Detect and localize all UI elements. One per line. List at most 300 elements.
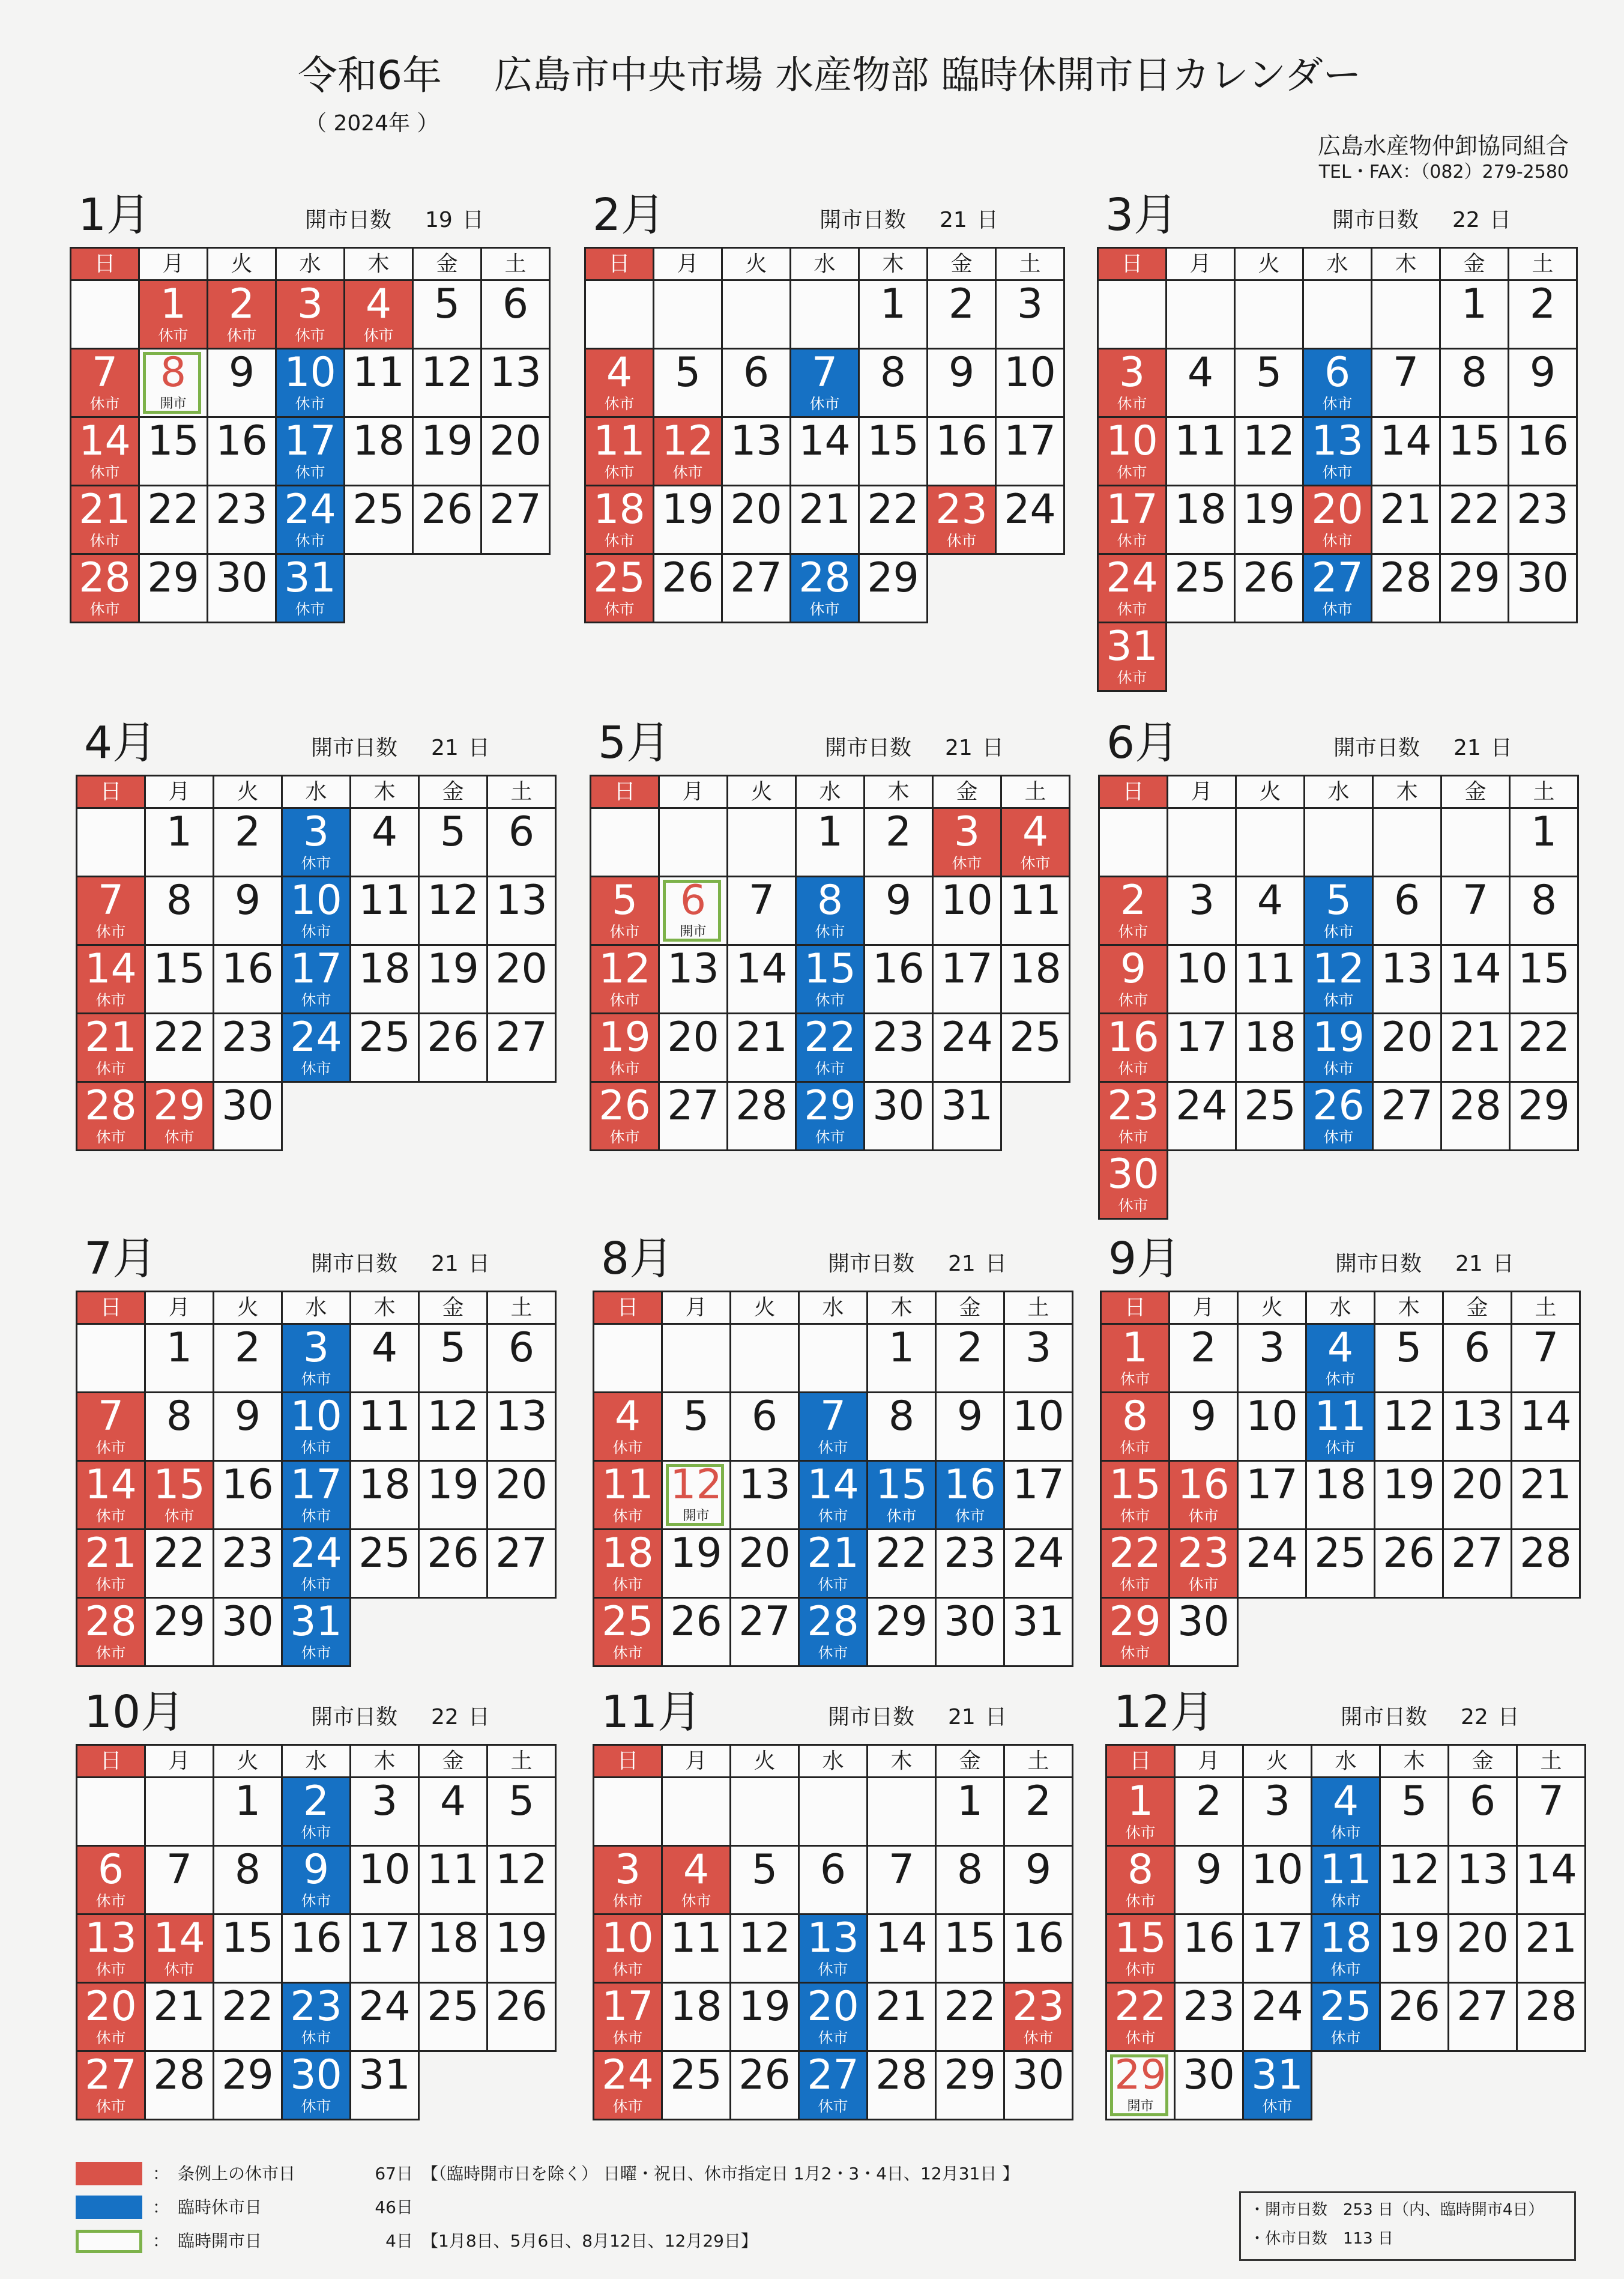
empty-cell [144, 1776, 214, 1847]
day-number: 23 [290, 1983, 342, 2030]
closed-label: 休市 [609, 991, 640, 1009]
closed-label: 休市 [681, 1892, 711, 1910]
day-cell [1372, 1081, 1442, 1151]
day-cell [486, 807, 557, 877]
day-cell [593, 1460, 663, 1530]
empty-cell [1235, 807, 1305, 877]
day-number: 28 [807, 1598, 859, 1645]
day-cell [653, 553, 723, 623]
day-number: 15 [1448, 417, 1500, 465]
weekday-header: 火 [1234, 247, 1304, 281]
day-number: 23 [216, 486, 268, 533]
day-cell [1237, 1323, 1307, 1393]
day-cell [593, 2050, 663, 2120]
day-number: 18 [427, 1914, 479, 1962]
closed-label: 休市 [1117, 532, 1147, 549]
day-number: 18 [358, 945, 411, 993]
day-cell [926, 485, 997, 555]
day-number: 26 [1383, 1530, 1435, 1577]
day-cell [1174, 1776, 1244, 1847]
day-cell [480, 416, 551, 486]
day-cell [486, 1391, 557, 1462]
day-number: 29 [1109, 1598, 1161, 1645]
empty-cell [1098, 807, 1168, 877]
legend-label-temp-open: ： 臨時開市日 [152, 2231, 262, 2251]
weekday-header: 水 [281, 1744, 351, 1778]
open-days-label: 開市日数 [311, 736, 398, 760]
closed-label: 休市 [89, 464, 120, 481]
day-cell [412, 416, 482, 486]
day-number: 1 [1127, 1778, 1154, 1825]
day-cell [213, 1597, 283, 1667]
day-number: 11 [670, 1914, 722, 1962]
day-cell [480, 485, 551, 555]
weekday-header: 木 [349, 1291, 420, 1325]
day-cell [343, 279, 414, 350]
day-number: 14 [875, 1914, 928, 1962]
weekday-header: 木 [866, 1291, 937, 1325]
day-number: 28 [85, 1082, 137, 1130]
empty-cell [590, 807, 660, 877]
weekday-header: 火 [729, 1291, 800, 1325]
legend-note-temp-open: 【1月8日、5月6日、8月12日、12月29日】 [421, 2231, 758, 2251]
day-cell [1302, 485, 1372, 555]
day-cell [932, 944, 1002, 1014]
day-cell [1371, 416, 1441, 486]
empty-cell [1440, 807, 1511, 877]
day-cell [935, 2050, 1005, 2120]
day-cell [281, 876, 351, 946]
day-cell [144, 1845, 214, 1915]
day-cell [935, 1323, 1005, 1393]
weekday-header: 水 [1305, 1291, 1375, 1325]
closed-label: 休市 [301, 1892, 331, 1910]
day-number: 23 [1177, 1530, 1230, 1577]
day-number: 8 [956, 1846, 983, 1893]
day-number: 13 [1451, 1393, 1503, 1440]
day-number: 23 [1183, 1983, 1235, 2030]
day-cell [349, 2050, 420, 2120]
day-number: 28 [1449, 1082, 1502, 1130]
day-cell [1003, 1460, 1073, 1530]
day-cell [1003, 1913, 1073, 1984]
day-number: 12 [599, 945, 651, 993]
day-number: 3 [614, 1846, 641, 1893]
day-number: 27 [1451, 1530, 1503, 1577]
closed-label: 休市 [301, 1060, 331, 1077]
day-cell [1242, 1982, 1312, 2052]
day-cell [281, 2050, 351, 2120]
day-cell [76, 944, 146, 1014]
empty-cell [76, 807, 146, 877]
day-cell [661, 2050, 731, 2120]
weekday-header: 月 [653, 247, 723, 281]
day-cell [1447, 1982, 1518, 2052]
day-number: 24 [284, 486, 336, 533]
day-cell [995, 416, 1065, 486]
day-cell [281, 1460, 351, 1530]
open-days-value: 22 [1452, 208, 1480, 232]
day-cell [1439, 485, 1509, 555]
day-cell [1105, 1913, 1176, 1984]
weekday-header: 水 [795, 775, 865, 809]
day-number: 15 [804, 945, 856, 993]
day-cell [486, 1323, 557, 1393]
closed-label: 休市 [952, 855, 982, 872]
day-cell [281, 1391, 351, 1462]
closed-label: 休市 [158, 327, 189, 344]
day-number: 3 [1118, 349, 1146, 396]
closed-label: 休市 [301, 1507, 331, 1525]
day-number: 2 [1529, 280, 1556, 328]
day-cell [207, 485, 277, 555]
day-cell [858, 279, 928, 350]
day-number: 18 [1009, 945, 1061, 993]
legend-label-temp-closed: ： 臨時休市日 [152, 2197, 262, 2217]
day-number: 3 [371, 1778, 398, 1825]
closed-label: 休市 [301, 1439, 331, 1456]
day-number: 2 [234, 1324, 261, 1372]
day-cell [213, 1460, 283, 1530]
day-number: 17 [1106, 486, 1158, 533]
day-number: 5 [433, 280, 460, 328]
day-cell [1508, 416, 1578, 486]
day-number: 28 [735, 1082, 788, 1130]
day-number: 10 [1176, 945, 1228, 993]
day-number: 14 [1449, 945, 1502, 993]
day-number: 8 [1121, 1393, 1149, 1440]
day-cell [1311, 1845, 1381, 1915]
day-cell [1305, 1391, 1375, 1462]
day-number: 8 [160, 349, 187, 396]
closed-label: 休市 [818, 2098, 848, 2115]
day-cell [1371, 348, 1441, 418]
day-number: 31 [290, 1598, 342, 1645]
day-number: 21 [153, 1983, 205, 2030]
open-days-count [311, 1704, 490, 1731]
day-cell [863, 876, 934, 946]
day-cell [343, 485, 414, 555]
day-cell [1302, 416, 1372, 486]
day-cell [795, 1081, 865, 1151]
legend-count-temp-open: 4日 [385, 2231, 413, 2251]
weekday-header: 土 [480, 247, 551, 281]
day-number: 21 [735, 1014, 788, 1061]
day-number: 6 [680, 877, 707, 924]
closed-label: 休市 [295, 532, 325, 549]
day-cell [486, 1776, 557, 1847]
open-days-count [1335, 1251, 1514, 1277]
day-number: 25 [1314, 1530, 1366, 1577]
weekday-header: 木 [1379, 1744, 1449, 1778]
day-cell [412, 348, 482, 418]
day-cell [1305, 1528, 1375, 1599]
day-cell [1439, 553, 1509, 623]
day-number: 17 [290, 945, 342, 993]
day-number: 27 [495, 1014, 548, 1061]
day-cell [1098, 876, 1168, 946]
day-cell [418, 1845, 488, 1915]
open-days-value: 22 [431, 1705, 459, 1730]
day-number: 14 [85, 945, 137, 993]
day-cell [653, 416, 723, 486]
empty-cell [661, 1776, 731, 1847]
day-number: 5 [439, 1324, 466, 1372]
day-number: 20 [667, 1014, 719, 1061]
day-cell [653, 485, 723, 555]
day-cell [1509, 876, 1579, 946]
day-number: 4 [614, 1393, 641, 1440]
day-cell [144, 1460, 214, 1530]
open-days-unit: 日 [985, 1251, 1007, 1276]
day-cell [144, 1081, 214, 1151]
day-number: 6 [743, 349, 770, 396]
day-cell [76, 876, 146, 946]
closed-label: 休市 [1330, 1961, 1361, 1978]
day-number: 7 [748, 877, 775, 924]
closed-label: 休市 [301, 923, 331, 940]
day-number: 6 [751, 1393, 778, 1440]
day-cell [1511, 1323, 1581, 1393]
day-number: 17 [1012, 1461, 1064, 1509]
closed-label: 休市 [1120, 1507, 1150, 1525]
weekday-header: 日 [1098, 775, 1168, 809]
closed-label: 休市 [301, 2029, 331, 2047]
day-cell [1442, 1528, 1512, 1599]
day-number: 8 [234, 1846, 261, 1893]
weekday-header: 金 [932, 775, 1002, 809]
day-number: 16 [1012, 1914, 1064, 1962]
day-number: 30 [1012, 2051, 1064, 2099]
closed-label: 休市 [1330, 1824, 1361, 1841]
day-number: 3 [1016, 280, 1043, 328]
day-number: 22 [944, 1983, 996, 2030]
day-number: 16 [935, 417, 988, 465]
day-cell [275, 348, 345, 418]
closed-label: 休市 [1117, 601, 1147, 618]
day-number: 10 [602, 1914, 654, 1962]
closed-label: 休市 [946, 532, 977, 549]
day-cell [1508, 485, 1578, 555]
day-number: 21 [85, 1014, 137, 1061]
empty-cell [721, 279, 791, 350]
day-cell [729, 1391, 800, 1462]
closed-label: 休市 [301, 991, 331, 1009]
day-cell [935, 1982, 1005, 2052]
weekday-header: 土 [1509, 775, 1579, 809]
day-number: 22 [1518, 1014, 1570, 1061]
empty-cell [729, 1776, 800, 1847]
day-number: 9 [1025, 1846, 1052, 1893]
day-cell [418, 1776, 488, 1847]
day-cell [1234, 485, 1304, 555]
day-cell [281, 1597, 351, 1667]
closed-label: 休市 [1125, 2029, 1156, 2047]
day-number: 26 [1388, 1983, 1440, 2030]
day-number: 22 [147, 486, 199, 533]
day-number: 20 [1311, 486, 1363, 533]
closed-label: 休市 [1323, 923, 1354, 940]
day-number: 16 [290, 1914, 342, 1962]
day-cell [138, 553, 208, 623]
weekday-header: 木 [858, 247, 928, 281]
empty-cell [1372, 807, 1442, 877]
weekday-header: 木 [1374, 1291, 1444, 1325]
day-cell [1097, 348, 1167, 418]
weekday-header: 日 [70, 247, 140, 281]
day-number: 31 [1251, 2051, 1303, 2099]
closed-label: 休市 [1322, 395, 1353, 413]
legend-swatch-temp-closed [76, 2196, 142, 2219]
day-cell [1379, 1776, 1449, 1847]
day-cell [729, 1528, 800, 1599]
day-cell [76, 1012, 146, 1083]
closed-label: 休市 [95, 991, 126, 1009]
day-number: 3 [953, 808, 980, 856]
day-cell [935, 1597, 1005, 1667]
day-cell [1516, 1982, 1586, 2052]
closed-label: 休市 [164, 1507, 195, 1525]
day-cell [1003, 1391, 1073, 1462]
day-number: 29 [944, 2051, 996, 2099]
day-cell [486, 1913, 557, 1984]
day-number: 21 [1449, 1014, 1502, 1061]
day-cell [1000, 944, 1070, 1014]
day-number: 28 [79, 554, 131, 602]
day-number: 29 [147, 554, 199, 602]
day-cell [795, 876, 865, 946]
day-number: 4 [365, 280, 392, 328]
day-cell [866, 1597, 937, 1667]
day-number: 4 [1327, 1324, 1354, 1372]
day-number: 17 [290, 1461, 342, 1509]
day-number: 10 [1251, 1846, 1303, 1893]
day-number: 5 [508, 1778, 535, 1825]
weekday-header: 金 [418, 1291, 488, 1325]
day-cell [789, 485, 860, 555]
day-cell [213, 1391, 283, 1462]
day-cell [1234, 348, 1304, 418]
day-number: 10 [941, 877, 993, 924]
closed-label: 休市 [1120, 1370, 1150, 1388]
closed-label: 休市 [1120, 1644, 1150, 1662]
day-cell [213, 1982, 283, 2052]
day-cell [661, 1528, 731, 1599]
day-number: 3 [1025, 1324, 1052, 1372]
closed-label: 休市 [612, 1961, 643, 1978]
closed-label: 休市 [612, 2029, 643, 2047]
open-days-value: 19 [425, 208, 453, 232]
day-cell [721, 416, 791, 486]
day-cell [584, 553, 654, 623]
day-number: 10 [1004, 349, 1056, 396]
day-number: 13 [730, 417, 782, 465]
open-days-unit: 日 [1490, 736, 1512, 760]
day-number: 4 [371, 808, 398, 856]
day-number: 6 [1469, 1778, 1496, 1825]
closed-label: 休市 [89, 532, 120, 549]
closed-label: 休市 [301, 1644, 331, 1662]
day-cell [584, 348, 654, 418]
day-number: 30 [222, 1082, 274, 1130]
day-cell [593, 1845, 663, 1915]
day-cell [207, 416, 277, 486]
day-number: 26 [670, 1598, 722, 1645]
day-cell [486, 944, 557, 1014]
day-number: 19 [427, 1461, 479, 1509]
open-label: 開市 [1127, 2099, 1154, 2114]
day-number: 27 [1311, 554, 1363, 602]
open-label: 開市 [160, 396, 187, 411]
closed-label: 休市 [609, 923, 640, 940]
day-cell [798, 1845, 868, 1915]
day-number: 17 [1246, 1461, 1298, 1509]
day-cell [1098, 1012, 1168, 1083]
day-number: 8 [1461, 349, 1488, 396]
day-number: 23 [872, 1014, 925, 1061]
open-days-label: 開市日数 [1335, 1251, 1422, 1276]
day-cell [866, 1460, 937, 1530]
day-number: 9 [1195, 1846, 1222, 1893]
closed-label: 休市 [95, 1644, 126, 1662]
day-number: 31 [284, 554, 336, 602]
day-number: 2 [948, 280, 975, 328]
day-cell [1234, 416, 1304, 486]
closed-label: 休市 [604, 464, 635, 481]
closed-label: 休市 [818, 1576, 848, 1593]
weekday-header: 火 [729, 1744, 800, 1778]
closed-label: 休市 [612, 1644, 643, 1662]
open-days-value: 21 [431, 1251, 459, 1276]
weekday-header: 土 [1003, 1744, 1073, 1778]
closed-label: 休市 [1118, 1128, 1149, 1146]
closed-label: 休市 [1330, 1892, 1361, 1910]
day-cell [935, 1391, 1005, 1462]
closed-label: 休市 [1325, 1370, 1356, 1388]
day-number: 29 [153, 1082, 205, 1130]
day-number: 23 [222, 1014, 274, 1061]
weekday-header: 月 [138, 247, 208, 281]
day-cell [144, 1528, 214, 1599]
day-cell [726, 876, 797, 946]
day-cell [1100, 1391, 1170, 1462]
day-number: 19 [662, 486, 714, 533]
weekday-header: 土 [1000, 775, 1070, 809]
weekday-header: 水 [281, 775, 351, 809]
day-cell [138, 348, 208, 418]
day-cell [1168, 1597, 1239, 1667]
day-cell [926, 348, 997, 418]
weekday-header: 月 [1168, 1291, 1239, 1325]
day-cell [1242, 1776, 1312, 1847]
day-cell [584, 416, 654, 486]
summary-closed-days: ・休市日数 113 日 [1249, 2230, 1393, 2248]
day-number: 11 [593, 417, 645, 465]
day-number: 30 [1183, 2051, 1235, 2099]
day-number: 2 [228, 280, 255, 328]
day-number: 25 [358, 1014, 411, 1061]
day-number: 22 [1448, 486, 1500, 533]
day-cell [1167, 1012, 1237, 1083]
closed-label: 休市 [1188, 1576, 1219, 1593]
day-cell [1097, 416, 1167, 486]
month-title: 7月 [84, 1233, 157, 1285]
weekday-header: 火 [1242, 1744, 1312, 1778]
day-cell [275, 553, 345, 623]
day-number: 22 [153, 1014, 205, 1061]
closed-label: 休市 [612, 1439, 643, 1456]
day-number: 4 [1187, 349, 1214, 396]
